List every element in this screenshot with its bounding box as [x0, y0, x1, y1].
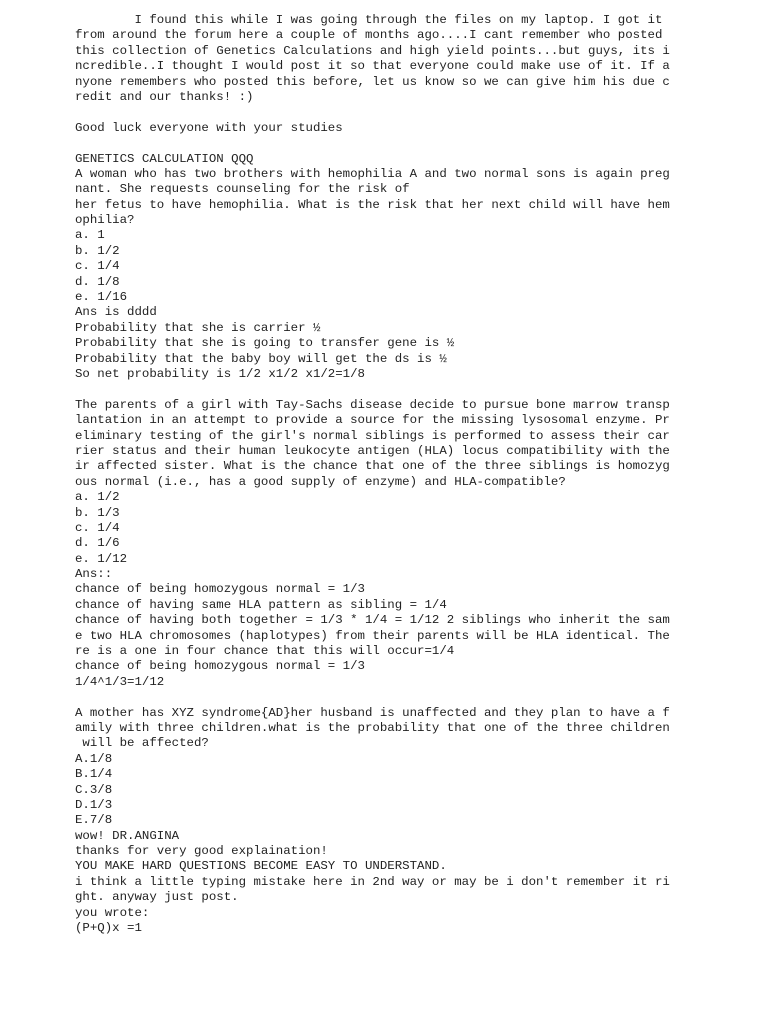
comment-line: i think a little typing mistake here in 2nd way or may be i don't remember it ri: [75, 874, 670, 889]
comment-line: YOU MAKE HARD QUESTIONS BECOME EASY TO UNDERSTAND.: [75, 859, 447, 874]
question-line: rier status and their human leukocyte antigen (HLA) locus compatibility with the: [75, 443, 670, 458]
answer-line: Ans::: [75, 567, 113, 582]
answer-line: chance of having same HLA pattern as sibling = 1/4: [75, 597, 447, 612]
question-line: will be affected?: [75, 736, 209, 751]
option-line: d. 1/6: [75, 536, 120, 551]
option-line: e. 1/16: [75, 290, 128, 305]
answer-line: Probability that she is going to transfer gene is ½: [75, 336, 455, 351]
spacer: [75, 105, 768, 120]
option-line: b. 1/2: [75, 243, 120, 258]
option-line: E.7/8: [75, 813, 113, 828]
question-line: eliminary testing of the girl's normal siblings is performed to assess their car: [75, 428, 670, 443]
answer-line: chance of being homozygous normal = 1/3: [75, 582, 365, 597]
option-line: D.1/3: [75, 797, 113, 812]
intro-paragraph: [75, 13, 768, 105]
text-line: nyone remembers who posted this before, let us know so we can give him his due c: [75, 74, 670, 89]
question-line: her fetus to have hemophilia. What is the risk that her next child will have hem: [75, 197, 670, 212]
option-line: e. 1/12: [75, 551, 128, 566]
question-line: ous normal (i.e., has a good supply of enzyme) and HLA-compatible?: [75, 474, 566, 489]
answer-line: Probability that the baby boy will get the ds is ½: [75, 351, 447, 366]
answer-line: 1/4^1/3=1/12: [75, 674, 165, 689]
good-luck-line: Good luck everyone with your studies: [75, 120, 343, 135]
comment-line: you wrote:: [75, 905, 150, 920]
answer-line: chance of being homozygous normal = 1/3: [75, 659, 365, 674]
comment-line: wow! DR.ANGINA: [75, 828, 180, 843]
question-line: A mother has XYZ syndrome{AD}her husband is unaffected and they plan to have a f: [75, 705, 670, 720]
answer-line: e two HLA chromosomes (haplotypes) from their parents will be HLA identical. The: [75, 628, 670, 643]
question-3: [75, 706, 768, 937]
spacer: [75, 382, 768, 397]
answer-line: chance of having both together = 1/3 * 1/4 = 1/12 2 siblings who inherit the sam: [75, 613, 670, 628]
answer-line: So net probability is 1/2 x1/2 x1/2=1/8: [75, 366, 365, 381]
option-line: a. 1: [75, 228, 105, 243]
section-title: GENETICS CALCULATION QQQ: [75, 151, 254, 166]
comment-line: thanks for very good explaination!: [75, 844, 328, 859]
option-line: b. 1/3: [75, 505, 120, 520]
option-line: c. 1/4: [75, 259, 120, 274]
question-line: ir affected sister. What is the chance that one of the three siblings is homozyg: [75, 459, 670, 474]
spacer: [75, 690, 768, 705]
question-line: A woman who has two brothers with hemophilia A and two normal sons is again preg: [75, 166, 670, 181]
question-line: ophilia?: [75, 213, 135, 228]
spacer: [75, 136, 768, 151]
option-line: d. 1/8: [75, 274, 120, 289]
question-line: nant. She requests counseling for the risk of: [75, 182, 410, 197]
question-2: [75, 398, 768, 690]
question-line: lantation in an attempt to provide a source for the missing lysosomal enzyme. Pr: [75, 413, 670, 428]
option-line: a. 1/2: [75, 490, 120, 505]
answer-line: Probability that she is carrier ½: [75, 320, 321, 335]
comment-line: (P+Q)x =1: [75, 921, 142, 936]
question-line: amily with three children.what is the probability that one of the three children: [75, 720, 670, 735]
text-line: from around the forum here a couple of months ago....I cant remember who posted: [75, 28, 663, 43]
text-line: redit and our thanks! :): [75, 89, 254, 104]
answer-line: re is a one in four chance that this will occur=1/4: [75, 644, 455, 659]
text-line: I found this while I was going through the files on my laptop. I got it: [75, 13, 663, 27]
option-line: c. 1/4: [75, 520, 120, 535]
text-line: ncredible..I thought I would post it so that everyone could make use of it. If a: [75, 59, 670, 74]
option-line: B.1/4: [75, 767, 113, 782]
comment-line: ght. anyway just post.: [75, 890, 239, 905]
answer-line: Ans is dddd: [75, 305, 157, 320]
question-1: [75, 167, 768, 382]
option-line: A.1/8: [75, 751, 113, 766]
option-line: C.3/8: [75, 782, 113, 797]
question-line: The parents of a girl with Tay-Sachs disease decide to pursue bone marrow transp: [75, 397, 670, 412]
text-line: this collection of Genetics Calculations and high yield points...but guys, its i: [75, 43, 670, 58]
